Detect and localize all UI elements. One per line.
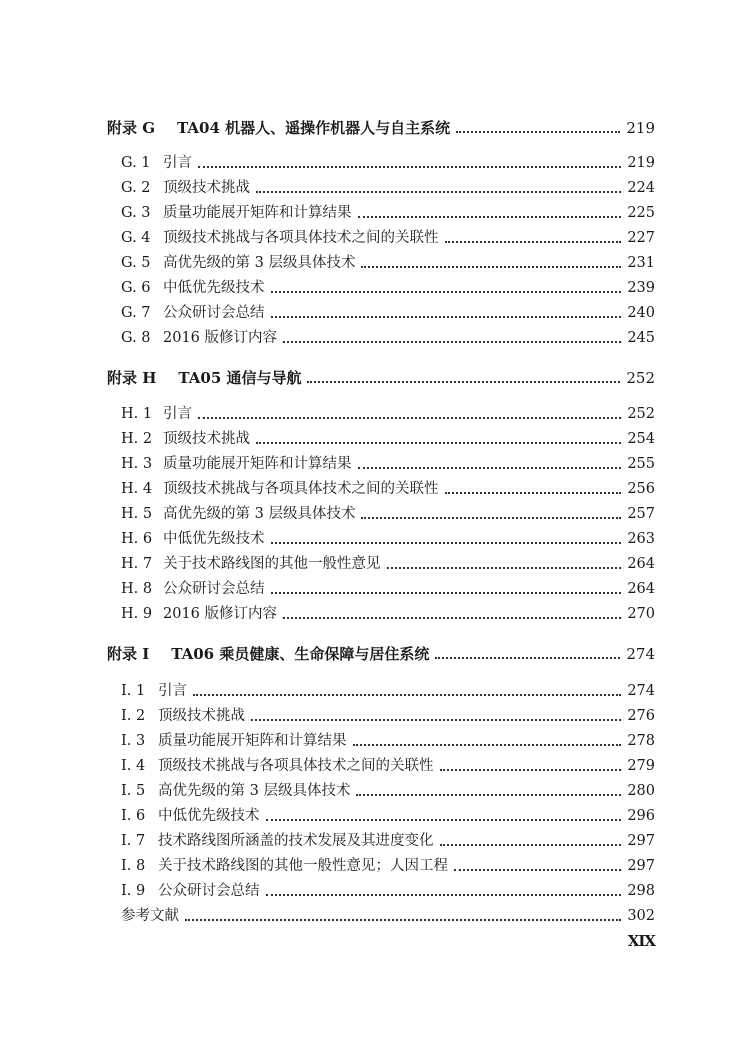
toc-entry[interactable]	[121, 152, 655, 174]
toc-entry[interactable]	[121, 705, 655, 727]
entry-title: 公众研讨会总结	[163, 581, 265, 597]
dot-leader	[251, 705, 621, 727]
page-number: 296	[627, 808, 655, 824]
entry-number: H. 8	[121, 581, 153, 597]
dot-leader	[271, 578, 622, 600]
dot-leader	[185, 905, 621, 927]
toc-entry[interactable]	[121, 553, 655, 575]
entry-title: 2016 版修订内容	[163, 606, 278, 622]
toc-entry[interactable]	[121, 428, 655, 450]
entry-title: 公众研讨会总结	[158, 883, 260, 899]
dot-leader	[456, 117, 620, 139]
entry-number: H. 2	[121, 431, 153, 447]
toc-entry[interactable]	[121, 855, 655, 877]
toc-entry[interactable]	[121, 202, 655, 224]
entry-title: 高优先级的第 3 层级具体技术	[158, 783, 351, 799]
page-number: 255	[627, 456, 655, 472]
entry-title: 公众研讨会总结	[163, 305, 265, 321]
dot-leader	[266, 805, 622, 827]
page-number: 224	[627, 180, 655, 196]
page-number: 278	[627, 733, 655, 749]
page-number: 219	[626, 119, 655, 137]
page-number: 256	[627, 481, 655, 497]
dot-leader	[358, 453, 622, 475]
page-number: 279	[627, 758, 655, 774]
page-number: 227	[627, 230, 655, 246]
page-number: 225	[627, 205, 655, 221]
entry-title: 顶级技术挑战	[163, 431, 250, 447]
entry-title: 高优先级的第 3 层级具体技术	[163, 255, 356, 271]
entry-title: 顶级技术挑战	[158, 708, 245, 724]
entry-number: G. 6	[121, 280, 151, 296]
toc-section-heading[interactable]	[107, 367, 655, 389]
page-number: 302	[627, 908, 655, 924]
page-number: 276	[627, 708, 655, 724]
dot-leader	[283, 327, 621, 349]
page-number: 274	[627, 683, 655, 699]
page-number: 219	[627, 155, 655, 171]
dot-leader	[266, 880, 622, 902]
toc-entry[interactable]	[121, 830, 655, 852]
page-number: 240	[627, 305, 655, 321]
entry-number: H. 4	[121, 481, 153, 497]
page-number: 252	[626, 369, 655, 387]
dot-leader	[440, 755, 622, 777]
page-number: 231	[627, 255, 655, 271]
entry-title: 中低优先级技术	[158, 808, 260, 824]
entry-number: G. 5	[121, 255, 151, 271]
entry-number: G. 8	[121, 330, 151, 346]
entry-number: I. 7	[121, 833, 146, 849]
entry-number: G. 2	[121, 180, 151, 196]
toc-entry[interactable]	[121, 603, 655, 625]
section-label: 附录 I	[107, 645, 150, 663]
dot-leader	[353, 730, 622, 752]
toc-entry-references[interactable]	[121, 905, 655, 927]
page-number: 239	[627, 280, 655, 296]
entry-title: 引言	[163, 155, 192, 171]
entry-title: 质量功能展开矩阵和计算结果	[158, 733, 347, 749]
entry-number: I. 6	[121, 808, 146, 824]
entry-title: 质量功能展开矩阵和计算结果	[163, 456, 352, 472]
dot-leader	[445, 478, 622, 500]
entry-number: I. 3	[121, 733, 146, 749]
entry-number: H. 3	[121, 456, 153, 472]
toc-entry[interactable]	[121, 755, 655, 777]
toc-entry[interactable]	[121, 327, 655, 349]
section-title: TA05 通信与导航	[178, 369, 302, 387]
dot-leader	[193, 680, 621, 702]
entry-title: 顶级技术挑战与各项具体技术之间的关联性	[163, 230, 439, 246]
entry-number: H. 6	[121, 531, 153, 547]
entry-number: I. 5	[121, 783, 146, 799]
page-number: 270	[627, 606, 655, 622]
entry-number: G. 3	[121, 205, 151, 221]
toc-entry[interactable]	[121, 528, 655, 550]
toc-entry[interactable]	[121, 805, 655, 827]
toc-entry[interactable]	[121, 503, 655, 525]
toc-entry[interactable]	[121, 277, 655, 299]
page-number: 274	[626, 645, 655, 663]
dot-leader	[356, 780, 621, 802]
toc-entry[interactable]	[121, 880, 655, 902]
page-number: 263	[627, 531, 655, 547]
dot-leader	[256, 428, 621, 450]
toc-entry[interactable]	[121, 453, 655, 475]
entry-number: H. 9	[121, 606, 153, 622]
page-number: 252	[627, 406, 655, 422]
toc-entry[interactable]	[121, 730, 655, 752]
page-number: 257	[627, 506, 655, 522]
dot-leader	[435, 643, 620, 665]
entry-title: 顶级技术挑战	[163, 180, 250, 196]
entry-title: 质量功能展开矩阵和计算结果	[163, 205, 352, 221]
entry-title: 顶级技术挑战与各项具体技术之间的关联性	[163, 481, 439, 497]
entry-number: G. 4	[121, 230, 151, 246]
page-number: 254	[627, 431, 655, 447]
entry-number: H. 7	[121, 556, 153, 572]
entry-title: 中低优先级技术	[163, 531, 265, 547]
page-number: 245	[627, 330, 655, 346]
entry-number: I. 1	[121, 683, 146, 699]
entry-title: 中低优先级技术	[163, 280, 265, 296]
dot-leader	[256, 177, 621, 199]
toc-entry[interactable]	[121, 252, 655, 274]
dot-leader	[271, 277, 622, 299]
entry-title: 2016 版修订内容	[163, 330, 278, 346]
entry-number: H. 5	[121, 506, 153, 522]
dot-leader	[283, 603, 621, 625]
dot-leader	[454, 855, 621, 877]
page-number: 297	[627, 858, 655, 874]
section-label: 附录 H	[107, 369, 157, 387]
page-number: 280	[627, 783, 655, 799]
dot-leader	[440, 830, 622, 852]
entry-title: 关于技术路线图的其他一般性意见	[163, 556, 381, 572]
dot-leader	[271, 302, 622, 324]
toc-entry[interactable]	[121, 478, 655, 500]
entry-number: I. 4	[121, 758, 146, 774]
toc-entry[interactable]	[121, 227, 655, 249]
page-number: 297	[627, 833, 655, 849]
dot-leader	[358, 202, 622, 224]
folio-page-number: XIX	[627, 932, 655, 950]
dot-leader	[271, 528, 622, 550]
page-number: 264	[627, 556, 655, 572]
dot-leader	[445, 227, 622, 249]
dot-leader	[361, 503, 621, 525]
toc-entry[interactable]	[121, 403, 655, 425]
dot-leader	[307, 367, 620, 389]
entry-number: I. 2	[121, 708, 146, 724]
toc-entry[interactable]	[121, 302, 655, 324]
entry-title: 引言	[163, 406, 192, 422]
toc-entry[interactable]	[121, 578, 655, 600]
dot-leader	[198, 152, 621, 174]
section-title: TA04 机器人、遥操作机器人与自主系统	[177, 119, 451, 137]
toc-section-heading[interactable]	[107, 643, 655, 665]
dot-leader	[198, 403, 621, 425]
entry-title: 技术路线图所涵盖的技术发展及其进度变化	[158, 833, 434, 849]
entry-number: G. 7	[121, 305, 151, 321]
entry-number: I. 9	[121, 883, 146, 899]
toc-entry[interactable]	[121, 780, 655, 802]
entry-number: G. 1	[121, 155, 151, 171]
toc-entry[interactable]	[121, 680, 655, 702]
entry-title: 关于技术路线图的其他一般性意见；人因工程	[158, 858, 448, 874]
entry-title: 高优先级的第 3 层级具体技术	[163, 506, 356, 522]
dot-leader	[387, 553, 622, 575]
entry-number: H. 1	[121, 406, 153, 422]
entry-title: 顶级技术挑战与各项具体技术之间的关联性	[158, 758, 434, 774]
toc-section-heading[interactable]	[107, 117, 655, 139]
section-title: TA06 乘员健康、生命保障与居住系统	[171, 645, 430, 663]
entry-title: 引言	[158, 683, 187, 699]
section-label: 附录 G	[107, 119, 156, 137]
toc-entry[interactable]	[121, 177, 655, 199]
page-number: 298	[627, 883, 655, 899]
entry-number: I. 8	[121, 858, 146, 874]
entry-title: 参考文献	[121, 908, 179, 924]
dot-leader	[361, 252, 621, 274]
page-number: 264	[627, 581, 655, 597]
